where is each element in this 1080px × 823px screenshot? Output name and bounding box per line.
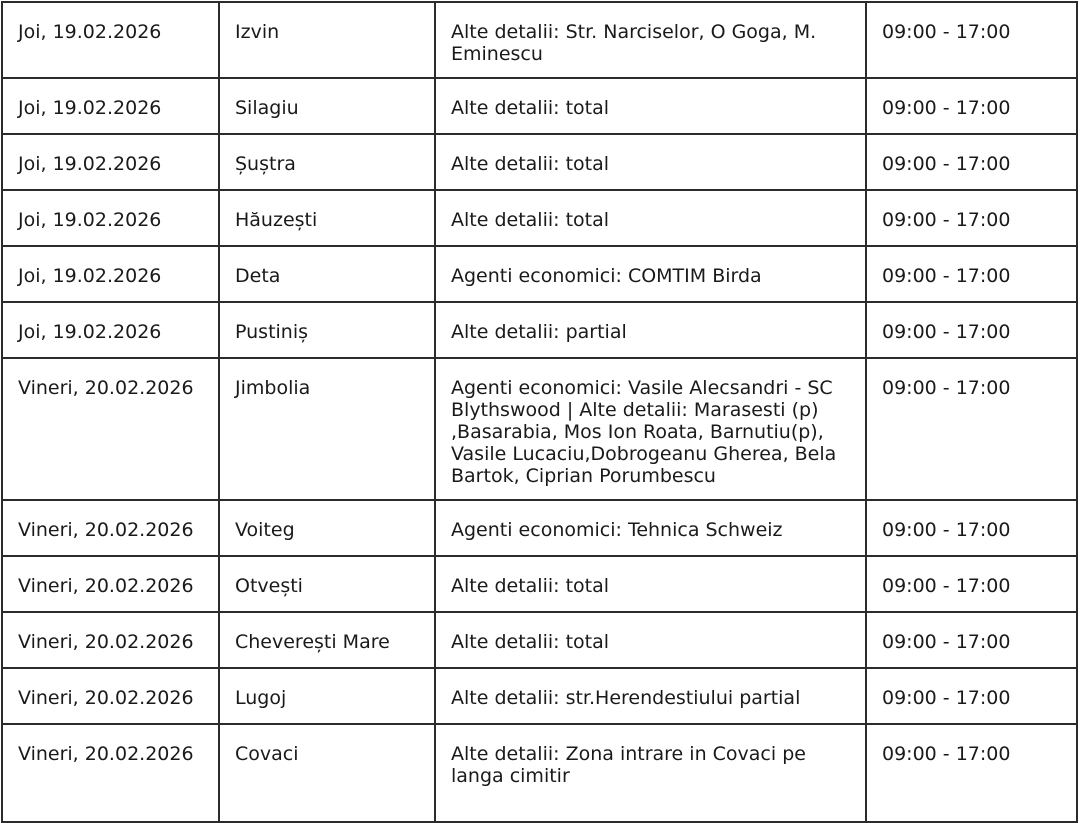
details-cell: Alte detalii: Zona intrare in Covaci pe langa cimitir	[435, 724, 866, 822]
location-cell: Lugoj	[219, 668, 435, 724]
details-cell: Alte detalii: str.Herendestiului partial	[435, 668, 866, 724]
date-cell: Vineri, 20.02.2026	[2, 500, 219, 556]
table-row	[2, 302, 1077, 358]
time-cell: 09:00 - 17:00	[866, 612, 1077, 668]
table-row	[2, 78, 1077, 134]
location-cell: Hăuzești	[219, 190, 435, 246]
table-row	[2, 134, 1077, 190]
outage-schedule-table	[1, 1, 1078, 823]
date-cell: Vineri, 20.02.2026	[2, 724, 219, 822]
time-cell: 09:00 - 17:00	[866, 2, 1077, 78]
details-cell: Alte detalii: total	[435, 134, 866, 190]
location-cell: Voiteg	[219, 500, 435, 556]
time-cell: 09:00 - 17:00	[866, 246, 1077, 302]
details-cell: Alte detalii: Str. Narciselor, O Goga, M. Eminescu	[435, 2, 866, 78]
time-cell: 09:00 - 17:00	[866, 78, 1077, 134]
table-row	[2, 246, 1077, 302]
table-row	[2, 724, 1077, 822]
time-cell: 09:00 - 17:00	[866, 500, 1077, 556]
details-cell: Alte detalii: total	[435, 556, 866, 612]
time-cell: 09:00 - 17:00	[866, 724, 1077, 822]
table-row	[2, 500, 1077, 556]
location-cell: Deta	[219, 246, 435, 302]
date-cell: Joi, 19.02.2026	[2, 78, 219, 134]
table-row	[2, 190, 1077, 246]
date-cell: Joi, 19.02.2026	[2, 246, 219, 302]
table-row	[2, 668, 1077, 724]
details-cell: Agenti economici: Tehnica Schweiz	[435, 500, 866, 556]
location-cell: Cheverești Mare	[219, 612, 435, 668]
date-cell: Joi, 19.02.2026	[2, 2, 219, 78]
details-cell: Alte detalii: partial	[435, 302, 866, 358]
time-cell: 09:00 - 17:00	[866, 190, 1077, 246]
date-cell: Vineri, 20.02.2026	[2, 668, 219, 724]
time-cell: 09:00 - 17:00	[866, 358, 1077, 500]
table-row	[2, 2, 1077, 78]
table-row	[2, 612, 1077, 668]
time-cell: 09:00 - 17:00	[866, 556, 1077, 612]
table-row	[2, 358, 1077, 500]
date-cell: Joi, 19.02.2026	[2, 134, 219, 190]
date-cell: Vineri, 20.02.2026	[2, 556, 219, 612]
date-cell: Joi, 19.02.2026	[2, 302, 219, 358]
table-row	[2, 556, 1077, 612]
time-cell: 09:00 - 17:00	[866, 668, 1077, 724]
details-cell: Alte detalii: total	[435, 612, 866, 668]
location-cell: Izvin	[219, 2, 435, 78]
time-cell: 09:00 - 17:00	[866, 134, 1077, 190]
time-cell: 09:00 - 17:00	[866, 302, 1077, 358]
location-cell: Otvești	[219, 556, 435, 612]
date-cell: Vineri, 20.02.2026	[2, 358, 219, 500]
location-cell: Șuștra	[219, 134, 435, 190]
details-cell: Alte detalii: total	[435, 78, 866, 134]
date-cell: Vineri, 20.02.2026	[2, 612, 219, 668]
details-cell: Alte detalii: total	[435, 190, 866, 246]
date-cell: Joi, 19.02.2026	[2, 190, 219, 246]
location-cell: Covaci	[219, 724, 435, 822]
location-cell: Silagiu	[219, 78, 435, 134]
location-cell: Pustiniș	[219, 302, 435, 358]
location-cell: Jimbolia	[219, 358, 435, 500]
details-cell: Agenti economici: COMTIM Birda	[435, 246, 866, 302]
details-cell: Agenti economici: Vasile Alecsandri - SC Blythswood | Alte detalii: Marasesti (p) ,Basarabia, Mos Ion Roata, Barnutiu(p), Vasile Lucaciu,Dobrogeanu Gherea, Bela Bartok, Ciprian Porumbescu	[435, 358, 866, 500]
